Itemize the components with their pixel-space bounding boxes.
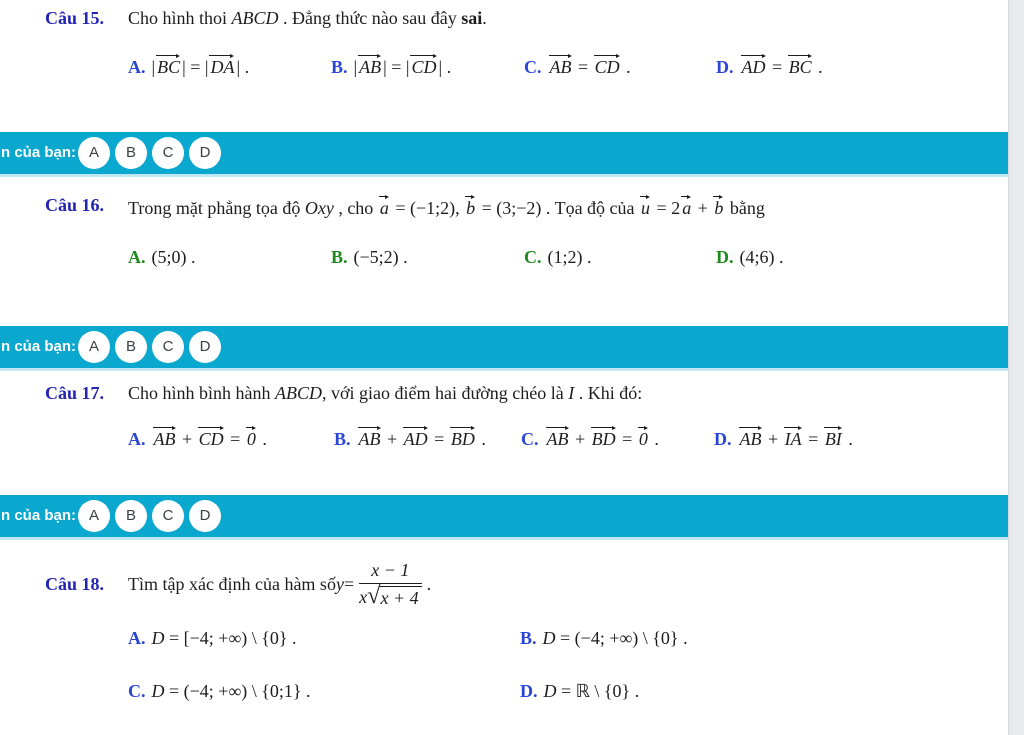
vector: BC xyxy=(787,54,814,76)
option-c xyxy=(128,681,311,702)
vector: AB xyxy=(357,54,383,76)
vector: BD xyxy=(449,426,477,448)
sqrt-expression: √ x + 4 xyxy=(367,586,421,609)
math-variable: D xyxy=(151,681,165,701)
vector: CD xyxy=(409,54,438,76)
answer-choice-c[interactable]: C xyxy=(152,500,184,532)
question-block-16 xyxy=(0,177,1008,326)
answer-choice-a[interactable]: A xyxy=(78,500,110,532)
question-text: Cho hình bình hành ABCD, với giao điểm hai đường chéo là I . Khi đó: xyxy=(128,383,643,403)
option-b xyxy=(520,628,688,649)
option-formula: AD = BC . xyxy=(740,57,823,77)
option-formula: AB + AD = BD . xyxy=(357,429,486,449)
option-letter: A. xyxy=(128,429,146,449)
answer-bar-q17 xyxy=(0,495,1008,540)
vector: AB xyxy=(548,54,574,76)
vector: 0 xyxy=(245,426,258,448)
option-letter: C. xyxy=(524,247,542,267)
option-letter: D. xyxy=(716,247,734,267)
vector: u xyxy=(639,195,652,217)
math-variable: Oxy xyxy=(304,198,334,218)
answer-choice-a[interactable]: A xyxy=(78,331,110,363)
option-letter: A. xyxy=(128,57,146,77)
vector: AD xyxy=(402,426,430,448)
option-d xyxy=(520,681,639,702)
vector: BC xyxy=(155,54,182,76)
math-variable: ABCD xyxy=(275,383,322,403)
vector: IA xyxy=(783,426,804,448)
vector: a xyxy=(378,195,391,217)
vector: AB xyxy=(152,426,178,448)
vector: b xyxy=(464,195,477,217)
option-letter: B. xyxy=(331,247,348,267)
option-formula: AB = CD . xyxy=(548,57,631,77)
question-text: Cho hình thoi ABCD . Đẳng thức nào sau đây sai. xyxy=(128,8,487,28)
option-letter: D. xyxy=(714,429,732,449)
answer-choice-d[interactable]: D xyxy=(189,500,221,532)
option-a xyxy=(128,426,267,450)
bold-text: sai xyxy=(461,8,483,28)
option-letter: B. xyxy=(331,57,348,77)
vector: AB xyxy=(357,426,383,448)
question-number: Câu 15. xyxy=(45,8,105,28)
option-formula: D = (−4; +∞) \ {0} . xyxy=(542,628,688,648)
option-c xyxy=(524,247,592,268)
option-d xyxy=(716,247,784,268)
answer-bar-q16 xyxy=(0,326,1008,371)
answer-choice-b[interactable]: B xyxy=(115,500,147,532)
option-d xyxy=(716,54,823,78)
option-formula: (1;2) . xyxy=(547,247,592,267)
right-margin-strip xyxy=(1008,0,1024,735)
option-b xyxy=(334,426,486,450)
option-letter: C. xyxy=(524,57,542,77)
option-formula: (−5;2) . xyxy=(353,247,408,267)
option-formula: D = (−4; +∞) \ {0;1} . xyxy=(151,681,311,701)
math-variable: D xyxy=(543,681,557,701)
option-formula: | AB | = | CD | . xyxy=(354,57,452,77)
vector: 0 xyxy=(637,426,650,448)
math-variable: D xyxy=(542,628,556,648)
option-d xyxy=(714,426,853,450)
answer-choice-c[interactable]: C xyxy=(152,137,184,169)
answer-choices xyxy=(78,137,221,169)
option-letter: D. xyxy=(520,681,538,701)
option-formula: AB + IA = BI . xyxy=(738,429,853,449)
math-variable: y xyxy=(335,573,344,594)
math-variable: D xyxy=(151,628,165,648)
answer-choice-d[interactable]: D xyxy=(189,331,221,363)
option-formula: D = [−4; +∞) \ {0} . xyxy=(151,628,297,648)
option-letter: A. xyxy=(128,247,146,267)
option-letter: A. xyxy=(128,628,146,648)
answer-choices xyxy=(78,500,221,532)
option-a xyxy=(128,54,249,78)
option-letter: B. xyxy=(520,628,537,648)
option-formula: D = ℝ \ {0} . xyxy=(543,681,640,701)
vector: BI xyxy=(823,426,844,448)
answer-choice-a[interactable]: A xyxy=(78,137,110,169)
math-variable: ABCD xyxy=(231,8,279,28)
option-formula: (5;0) . xyxy=(151,247,196,267)
vector: BD xyxy=(590,426,618,448)
radical-sign: √ xyxy=(367,581,381,609)
your-answer-label: n của bạn: xyxy=(1,507,77,524)
option-formula: (4;6) . xyxy=(739,247,784,267)
option-letter: B. xyxy=(334,429,351,449)
answer-choice-b[interactable]: B xyxy=(115,137,147,169)
vector: AB xyxy=(738,426,764,448)
option-letter: D. xyxy=(716,57,734,77)
option-c xyxy=(521,426,659,450)
question-number: Câu 17. xyxy=(45,383,105,403)
question-number: Câu 16. xyxy=(45,195,105,215)
option-a xyxy=(128,628,297,649)
vector: CD xyxy=(197,426,226,448)
option-a xyxy=(128,247,196,268)
answer-choice-d[interactable]: D xyxy=(189,137,221,169)
question-text: Tìm tập xác định của hàm số y = x − 1 x √ x + 4 . xyxy=(128,559,432,609)
your-answer-label: n của bạn: xyxy=(1,144,77,161)
question-text: Trong mặt phẳng tọa độ Oxy , cho a = (−1;2), b = (3;−2) . Tọa độ của u = 2 a + b bằng xyxy=(128,195,765,219)
vector: DA xyxy=(208,54,236,76)
question-number: Câu 18. xyxy=(45,574,105,594)
math-variable: I xyxy=(568,383,575,403)
option-letter: C. xyxy=(521,429,539,449)
option-b xyxy=(331,247,408,268)
answer-choice-b[interactable]: B xyxy=(115,331,147,363)
answer-choice-c[interactable]: C xyxy=(152,331,184,363)
vector: b xyxy=(712,195,725,217)
option-b xyxy=(331,54,451,78)
answer-bar-q15 xyxy=(0,132,1008,177)
your-answer-label: n của bạn: xyxy=(1,338,77,355)
question-block-18 xyxy=(0,540,1008,735)
vector: CD xyxy=(593,54,622,76)
vector: a xyxy=(680,195,693,217)
answer-choices xyxy=(78,331,221,363)
option-formula: AB + BD = 0 . xyxy=(545,429,659,449)
option-letter: C. xyxy=(128,681,146,701)
vector: AB xyxy=(545,426,571,448)
option-formula: AB + CD = 0 . xyxy=(152,429,267,449)
question-block-17 xyxy=(0,371,1008,495)
question-block-15 xyxy=(0,0,1008,132)
fraction: x − 1 x √ x + 4 xyxy=(359,560,421,608)
option-c xyxy=(524,54,631,78)
vector: AD xyxy=(740,54,768,76)
option-formula: | BC | = | DA | . xyxy=(152,57,250,77)
